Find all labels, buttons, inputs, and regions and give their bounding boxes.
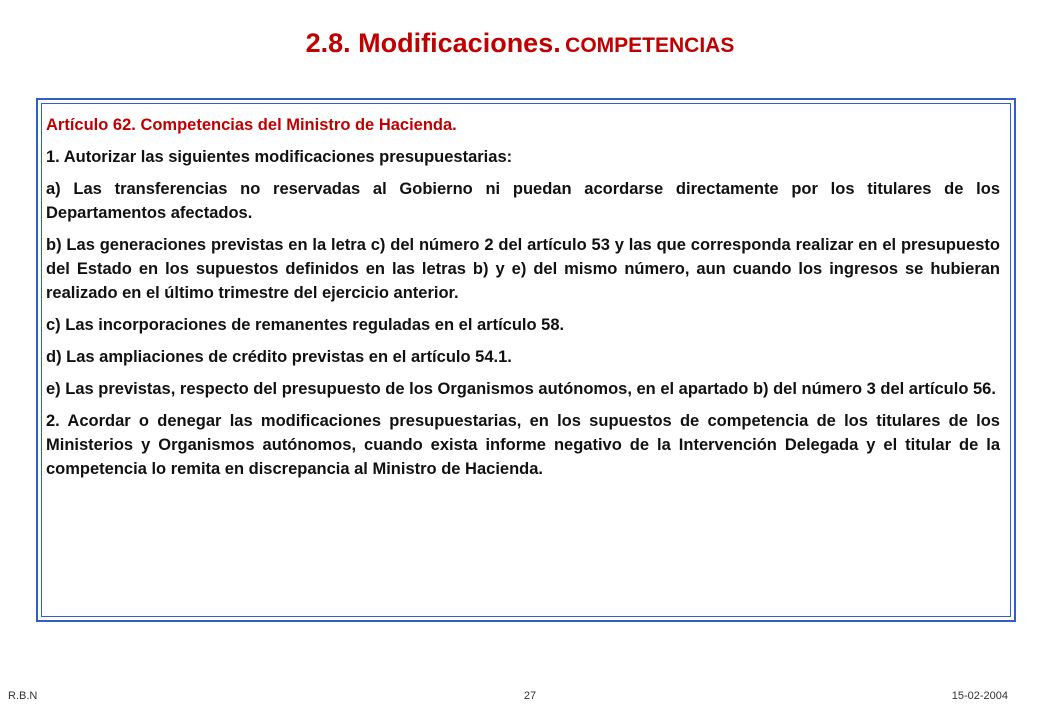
footer-date: 15-02-2004 <box>951 690 1008 702</box>
article-paragraph-a: a) Las transferencias no reservadas al Gobierno ni puedan acordarse directamente por los titulares de los Departamentos afectados. <box>46 180 1000 222</box>
slide-title <box>0 28 1040 59</box>
article-paragraph-2: 2. Acordar o denegar las modificaciones presupuestarias, en los supuestos de competencia de los titulares de los Ministerios y Organismos autónomos, cuando exista informe negativo de la Intervención Delegada y el titular de la competencia lo remita en discrepancia al Ministro de Hacienda. <box>46 412 1000 478</box>
slide-title-sub: COMPETENCIAS <box>565 34 735 57</box>
article-heading: Artículo 62. Competencias del Ministro de Hacienda. <box>46 116 457 134</box>
footer-author: R.B.N <box>8 690 38 702</box>
slide-title-main: 2.8. Modificaciones. <box>305 28 561 58</box>
article-paragraph-d: d) Las ampliaciones de crédito previstas en el artículo 54.1. <box>46 348 512 366</box>
article-paragraph-c: c) Las incorporaciones de remanentes reguladas en el artículo 58. <box>46 316 565 334</box>
article-paragraph-e: e) Las previstas, respecto del presupuesto de los Organismos autónomos, en el apartado b) del número 3 del artículo 56. <box>46 380 996 398</box>
footer-page-number: 27 <box>523 690 537 702</box>
article-paragraph-b: b) Las generaciones previstas en la letra c) del número 2 del artículo 53 y las que corresponda realizar en el presupuesto del Estado en los supuestos definidos en las letras b) y e) del mismo número, aun cuando los ingresos se hubieran realizado en el último trimestre del ejercicio anterior. <box>46 236 1000 302</box>
article-paragraph-1: 1. Autorizar las siguientes modificaciones presupuestarias: <box>46 148 513 166</box>
article-content <box>46 113 1000 489</box>
